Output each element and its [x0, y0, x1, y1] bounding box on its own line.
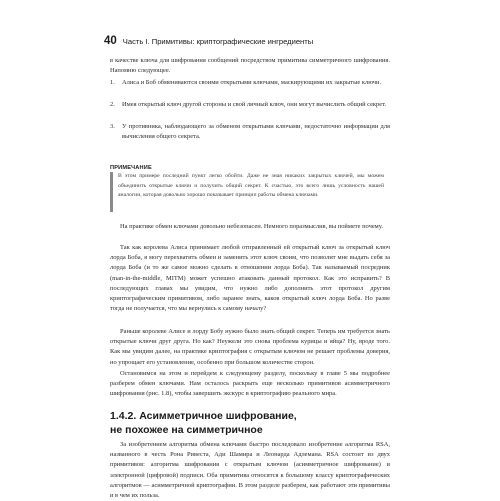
running-title: Часть I. Примитивы: криптографические ингредиенты — [122, 37, 314, 46]
list-item — [110, 100, 390, 110]
running-header — [104, 35, 440, 51]
note-heading: ПРИМЕЧАНИЕ — [110, 165, 152, 171]
note-text: В этом примере последний пункт легко обойти. Даже не зная никаких закрытых ключей, мы можем объединить открытые ключи и получить общий секрет. К счастью, это всего лишь условность нашей аналогии, которая довольно хорошо показывает принцип работы обмена ключами. — [118, 173, 384, 199]
note-bar — [110, 172, 113, 212]
section-heading — [110, 409, 390, 437]
body-paragraph: На практике обмен ключами довольно небезопасен. Немного поразмыслив, вы поймете почему. — [120, 223, 383, 230]
list-text: Имея открытый ключ другой стороны и свой личный ключ, они могут вычислить общий секрет. — [122, 101, 387, 108]
intro-paragraph: в качестве ключа для шифрования сообщений посредством примитива симметричного шифрования. Напомню следующее. — [110, 57, 390, 75]
body-paragraph: Остановимся на этом и перейдем к следующему разделу, поскольку в главе 5 мы подробнее разберем обмен ключами. Нам осталось раскрыть еще несколько примитивов асимметричного шифрования (рис. 1.8), чтобы завершить экскурс в криптографию реального мира. — [110, 370, 390, 398]
list-number: 1. — [110, 79, 115, 86]
body-paragraph: За изобретением алгоритма обмена ключами быстро последовало изобретение алгоритма RSA, названного в честь Рона Ривеста, Ади Шамира и Леонарда Адлемана. RSA состоит из двух примитивов: алгоритма шифрования с открытым ключом (асимметричное шифрование) и электронной (цифровой) подписи. Оба примитива относятся к большому классу криптографических алгоритмов — асимметричной криптографии. В этом разделе разберем, как работают эти примитивы и в чем их польза. — [110, 441, 390, 500]
list-text: У противника, наблюдающего за обменом открытыми ключами, недостаточно информации для вычисления общего секрета. — [122, 123, 390, 141]
section-title-line-1: 1.4.2. Асимметричное шифрование, — [110, 410, 297, 422]
body-paragraph: Раньше королеве Алисе и лорду Бобу нужно было знать общий секрет. Теперь им требуется знать открытые ключи друг друга. Но как? Неужели это снова проблема курицы и яйца? Ну, вроде того. Как мы увидим далее, на практике криптография с открытым ключом не решает проблемы доверия, но упрощает его установление, особенно при большом количестве сторон. — [110, 328, 390, 366]
body-paragraph: Так как королева Алиса принимает любой отправленный ей открытый ключ за открытый ключ лорда Боба, я могу перехватить обмен и заменить этот ключ своим, что позволит мне выдать себя за лорда Боба (и то же самое можно сделать в отношении лорда Боба). Так называемый посредник (man-in-the-middle, MITM) может успешно атаковать данный протокол. Как это исправить? В последующих главах мы увидим, что нужно либо дополнить этот протокол другим криптографическим примитивом, либо заранее знать, каков открытый ключ лорда Боба. Но разве тогда не получается, что мы вернулись к самому началу? — [110, 244, 390, 313]
list-item — [110, 122, 390, 142]
page-number: 40 — [104, 35, 117, 47]
list-text: Алиса и Боб обмениваются своими открытыми ключами, маскирующими их закрытые ключи. — [122, 79, 382, 86]
list-item — [110, 78, 390, 88]
list-number: 3. — [110, 123, 115, 130]
section-title-line-2: не похожее на симметричное — [110, 424, 263, 436]
list-number: 2. — [110, 101, 115, 108]
